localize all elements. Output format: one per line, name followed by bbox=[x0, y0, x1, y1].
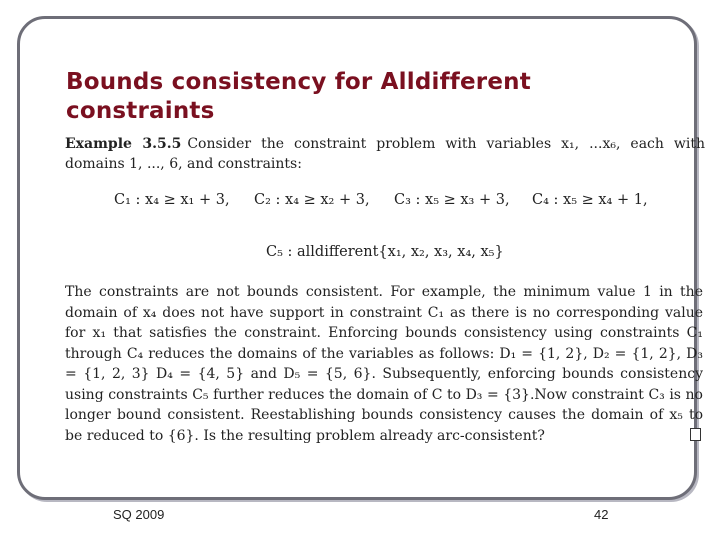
example-intro bbox=[65, 134, 705, 174]
constraint-c1: C₁ : x₄ ≥ x₁ + 3, bbox=[114, 192, 230, 208]
example-intro-text: Consider the constraint problem with variables x₁, ...x₆, each with domains 1, ..., 6, and constraints: bbox=[65, 136, 705, 172]
slide-title: Bounds consistency for Alldifferent constraints bbox=[66, 69, 531, 124]
example-label: Example 3.5.5 bbox=[65, 136, 182, 152]
constraint-c3: C₃ : x₅ ≥ x₃ + 3, bbox=[394, 192, 510, 208]
constraint-c2: C₂ : x₄ ≥ x₂ + 3, bbox=[254, 192, 370, 208]
constraint-c4: C₄ : x₅ ≥ x₄ + 1, bbox=[532, 192, 648, 208]
footer-label: SQ 2009 bbox=[113, 507, 165, 522]
constraint-c5: C₅ : alldifferent{x₁, x₂, x₃, x₄, x₅} bbox=[266, 244, 504, 260]
explanation-paragraph: The constraints are not bounds consistent. For example, the minimum value 1 in the domain of x₄ does not have support in constraint C₁ as there is no corresponding value for x₁ that satisfies the constraint. Enforcing bounds consistency using constraints C₁ through C₄ reduces the domains of the variables as follows: D₁ = {1, 2}, D₂ = {1, 2}, D₃ = {1, 2, 3} D₄ = {4, 5} and D₅ = {5, 6}. Subsequently, enforcing bounds consistency using constraints C₅ further reduces the domain of C to D₃ = {3}.Now constraint C₃ is no longer bound consistent. Reestablishing bounds consistency causes the domain of x₅ to be reduced to {6}. Is the resulting problem already arc-consistent? bbox=[65, 284, 703, 444]
qed-square-icon bbox=[690, 428, 701, 441]
constraints-row bbox=[114, 192, 674, 214]
page-number: 42 bbox=[594, 507, 609, 522]
